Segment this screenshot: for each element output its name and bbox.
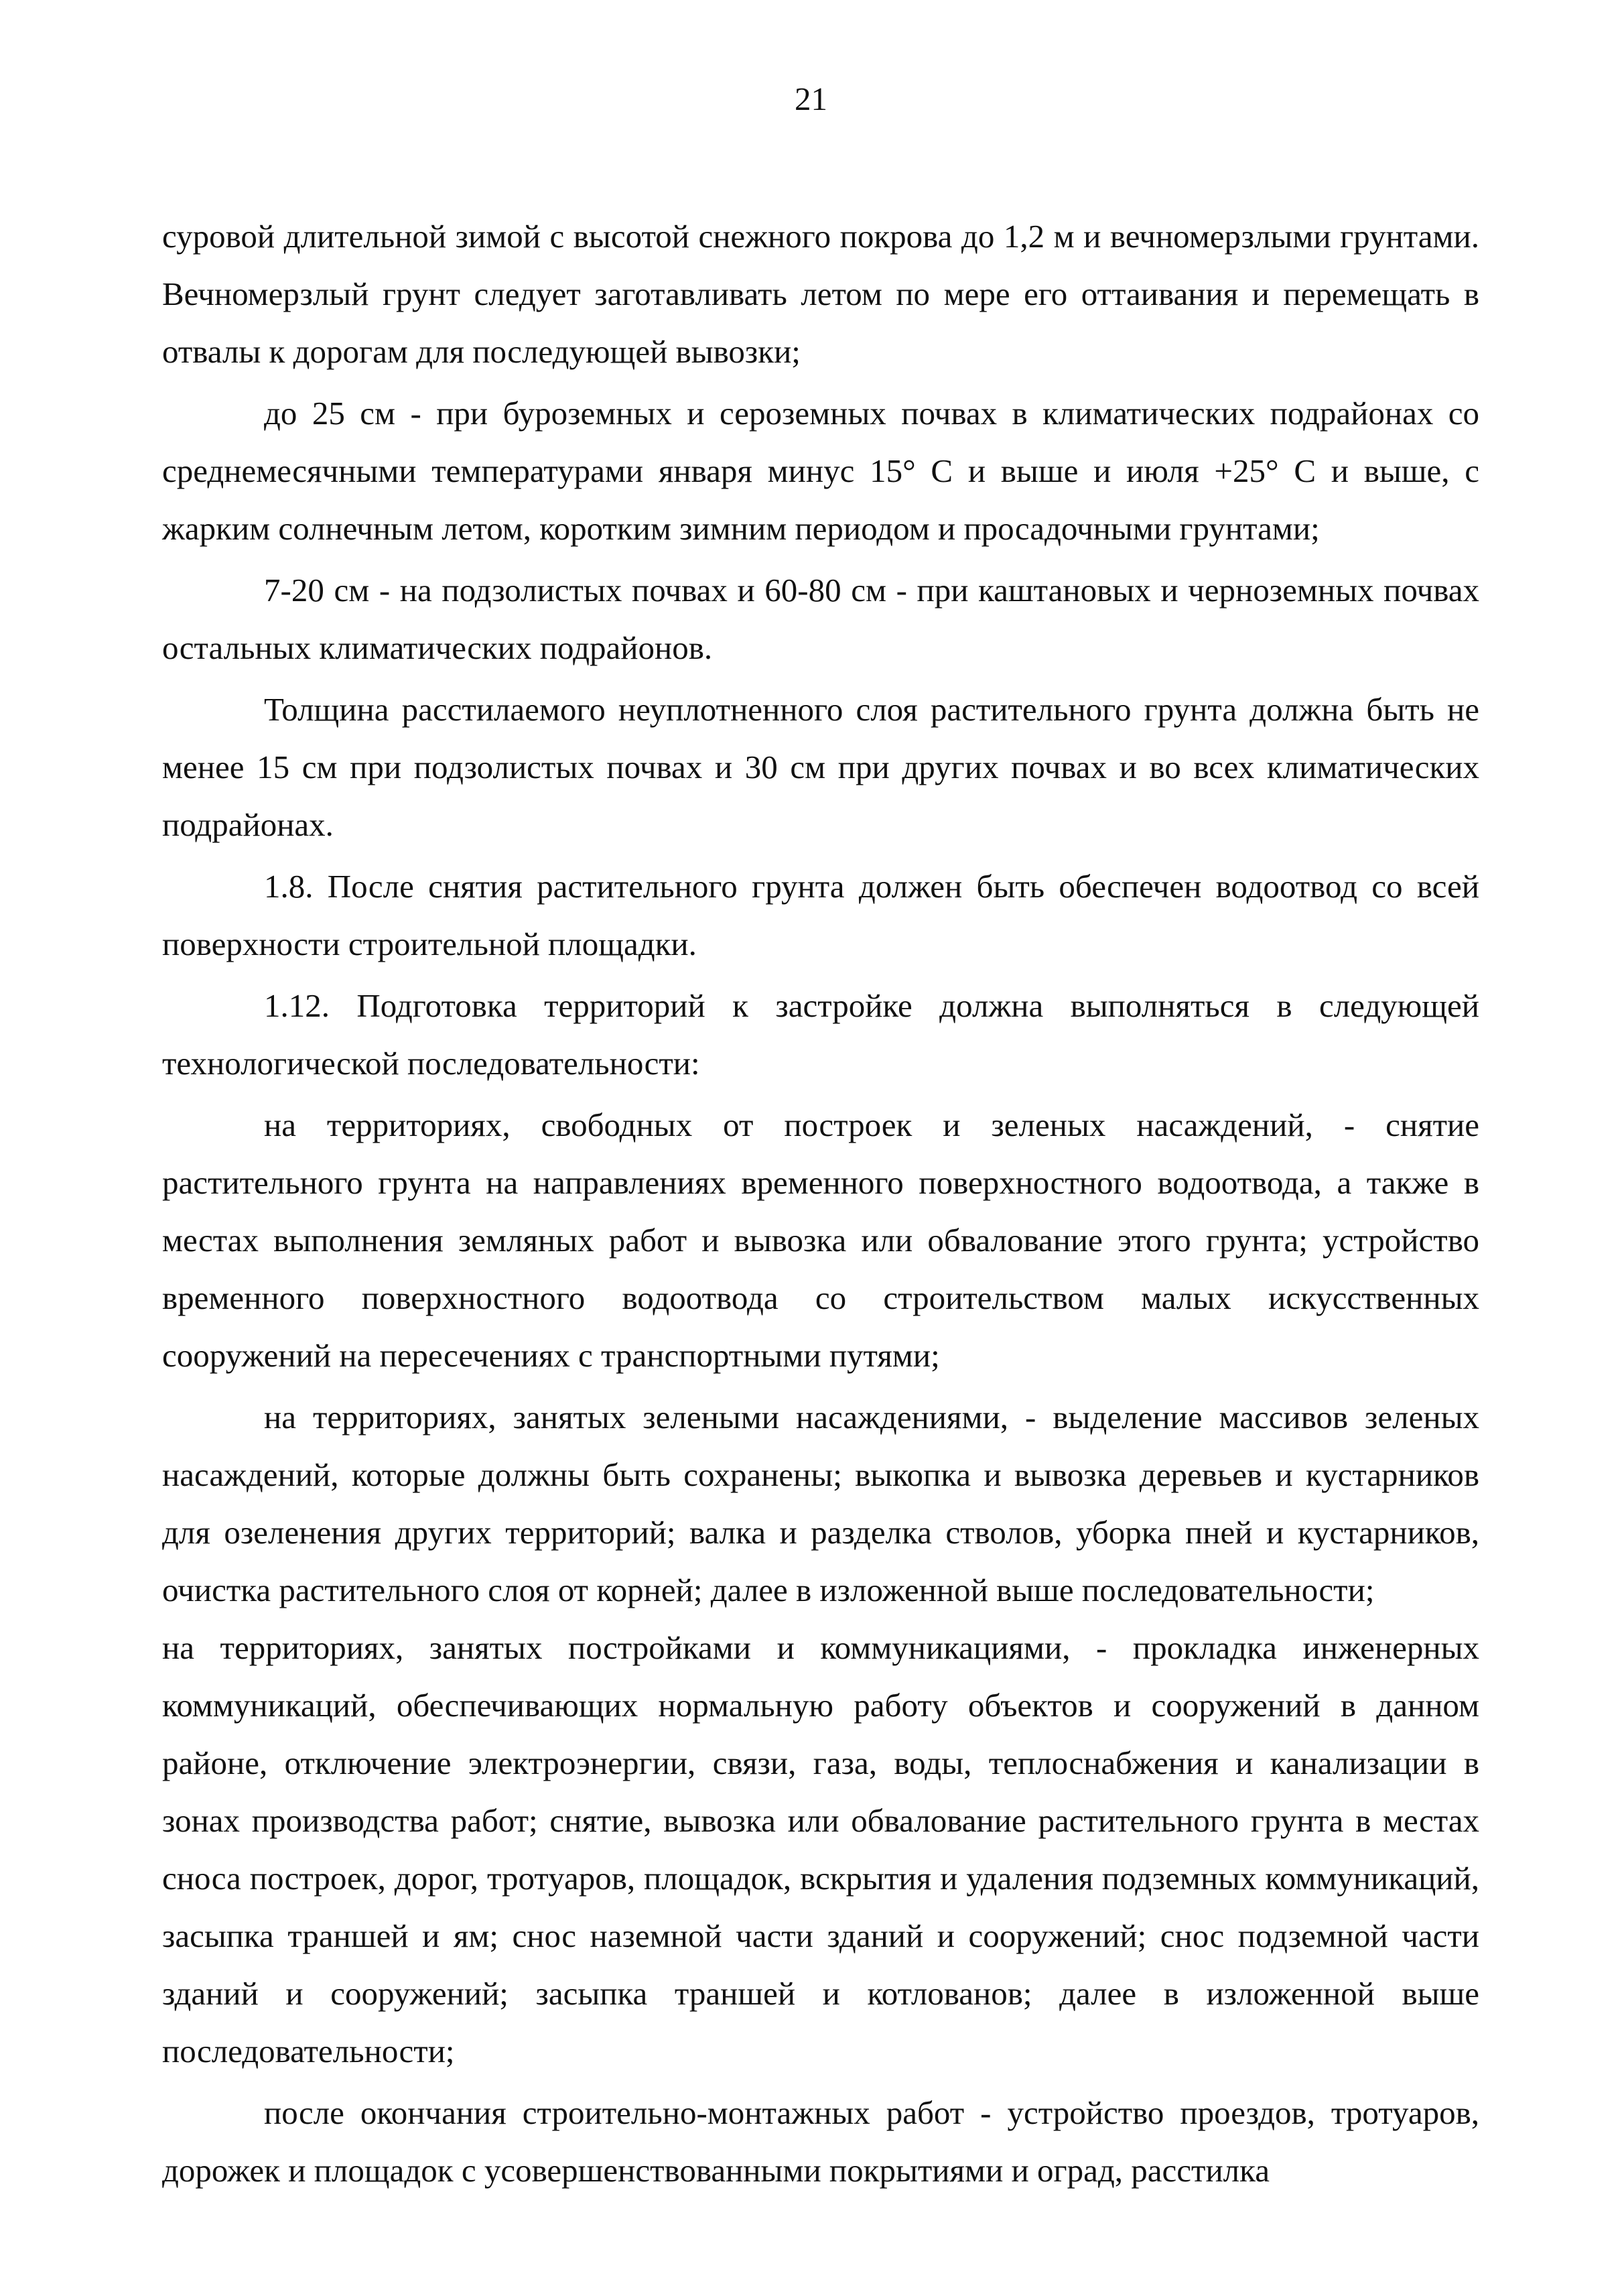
paragraph-after-construction: после окончания строительно-монтажных работ - устройство проездов, тротуаров, дорожек и площадок с усовершенствованными покрытиями и оград, расстилка: [162, 2094, 1479, 2189]
paragraph-built-territories: на территориях, занятых постройками и коммуникациями, - прокладка инженерных коммуникаций, обеспечивающих нормальную работу объектов и сооружений в данном районе, отключение электроэнергии, связи, газа, воды, теплоснабжения и канализации в зонах производства работ; снятие, вывозка или обвалование растительного грунта в местах сноса построек, дорог, тротуаров, площадок, вскрытия и удаления подземных коммуникаций, засыпка траншей и ям; снос наземной части зданий и сооружений; снос подземной части зданий и сооружений; засыпка траншей и котлованов; далее в изложенной выше последовательности;: [162, 1629, 1479, 2069]
paragraph-section-1-12: 1.12. Подготовка территорий к застройке должна выполняться в следующей технологической последовательности:: [162, 987, 1479, 1082]
paragraph-green-territories: на территориях, занятых зелеными насаждениями, - выделение массивов зеленых насаждений, которые должны быть сохранены; выкопка и вывозка деревьев и кустарников для озеленения других территорий; валка и разделка стволов, уборка пней и кустарников, очистка растительного слоя от корней; далее в изложенной выше последовательности;: [162, 1399, 1479, 1608]
page-number: 21: [795, 80, 827, 117]
paragraph-25cm: до 25 см - при буроземных и сероземных почвах в климатических подрайонах со среднемесячными температурами января минус 15° С и выше и июля +25° С и выше, с жарким солнечным летом, коротким зимним периодом и просадочными грунтами;: [162, 395, 1479, 547]
paragraph-continuation: суровой длительной зимой с высотой снежного покрова до 1,2 м и вечномерзлыми грунтами. Вечномерзлый грунт следует заготавливать летом по мере его оттаивания и перемещать в отвалы к дорогам для последующей вывозки;: [162, 218, 1479, 370]
paragraph-layer-thickness: Толщина расстилаемого неуплотненного слоя растительного грунта должна быть не менее 15 см при подзолистых почвах и 30 см при других почвах и во всех климатических подрайонах.: [162, 691, 1479, 843]
paragraph-free-territories: на территориях, свободных от построек и зеленых насаждений, - снятие растительного грунта на направлениях временного поверхностного водоотвода, а также в местах выполнения земляных работ и вывозка или обвалование этого грунта; устройство временного поверхностного водоотвода со строительством малых искусственных сооружений на пересечениях с транспортными путями;: [162, 1106, 1479, 1374]
document-body: [162, 208, 1479, 2199]
paragraph-section-1-8: 1.8. После снятия растительного грунта должен быть обеспечен водоотвод со всей поверхности строительной площадки.: [162, 868, 1479, 962]
paragraph-7-20cm: 7-20 см - на подзолистых почвах и 60-80 см - при каштановых и черноземных почвах остальных климатических подрайонов.: [162, 572, 1479, 666]
